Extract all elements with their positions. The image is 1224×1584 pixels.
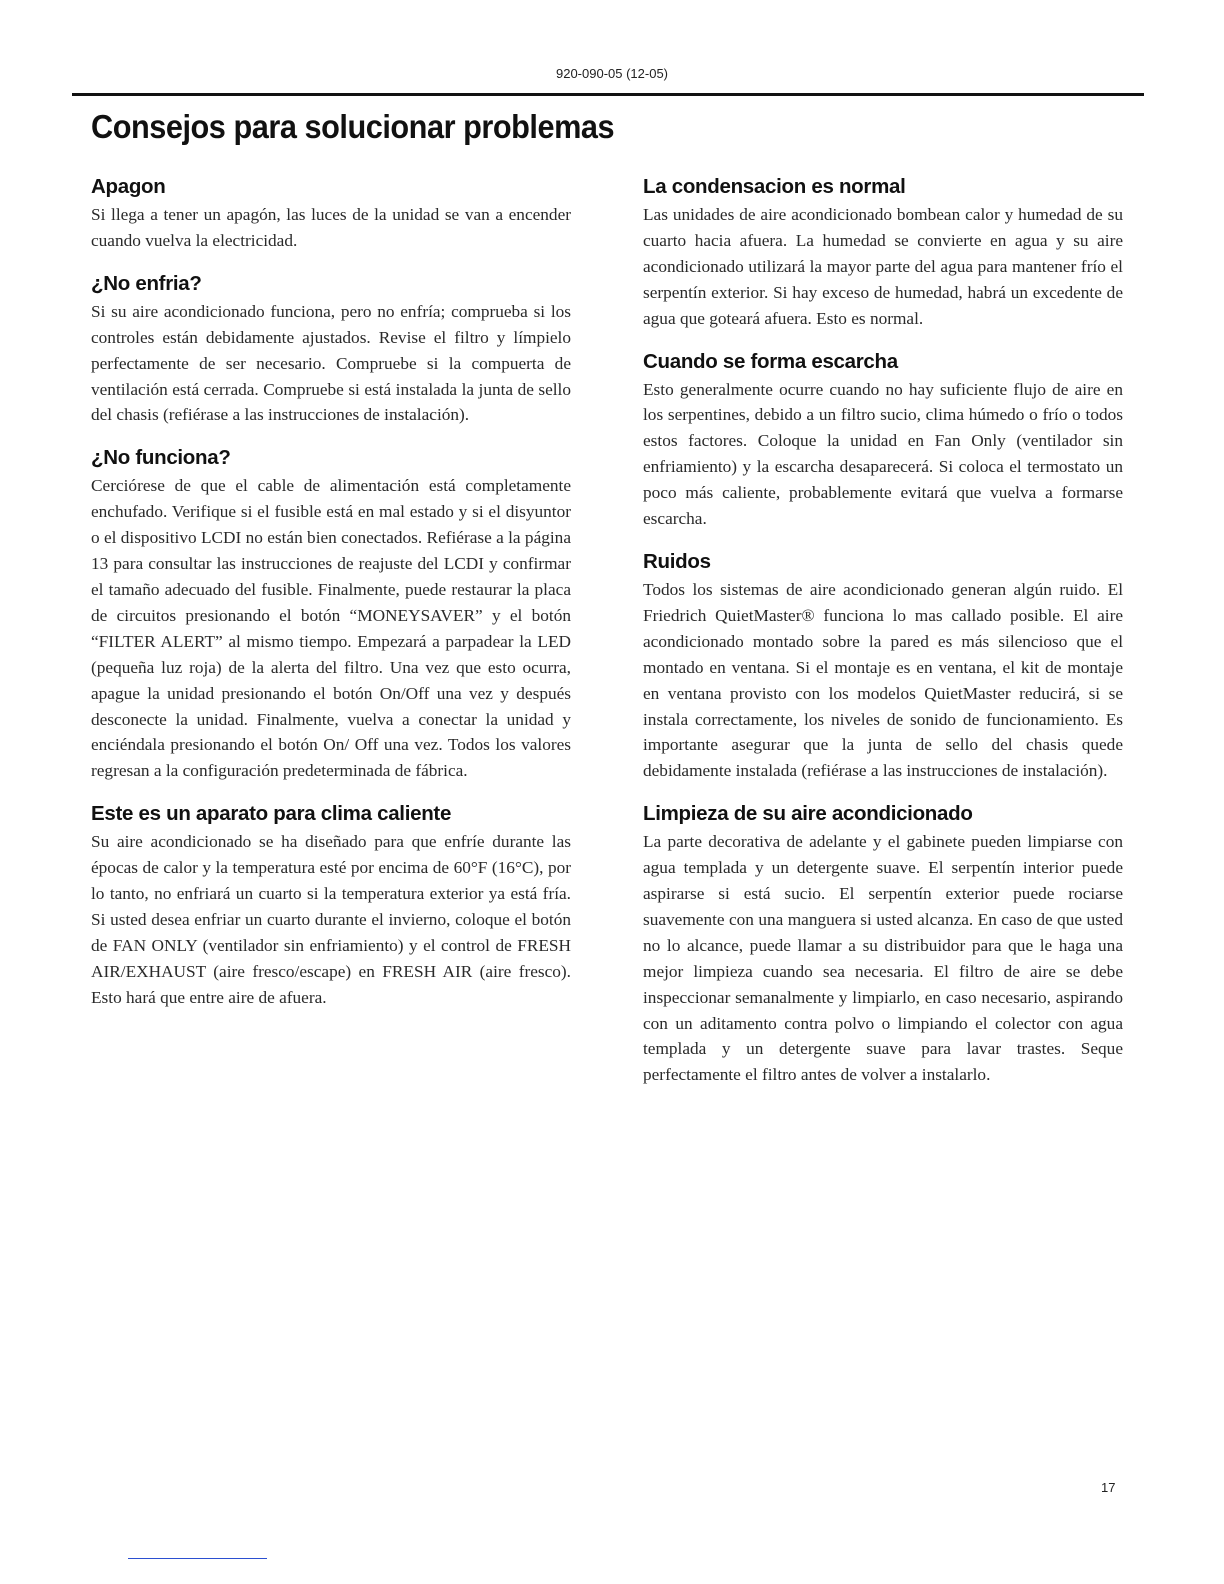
section-no-funciona — [91, 445, 571, 784]
section-heading: Limpieza de su aire acondicionado — [643, 802, 973, 826]
document-code: 920-090-05 (12-05) — [555, 66, 669, 81]
section-apagon — [91, 174, 571, 254]
page-title: Consejos para solucionar problemas — [91, 108, 615, 145]
section-heading: Ruidos — [643, 549, 711, 573]
section-limpieza — [643, 801, 1123, 1088]
section-escarcha — [643, 349, 1123, 532]
left-column — [91, 174, 571, 1011]
header-divider — [72, 93, 1144, 96]
section-body: Esto generalmente ocurre cuando no hay suficiente flujo de aire en los serpentines, debido a un filtro sucio, clima húmedo o frío o todos estos factores. Coloque la unidad en Fan Only (ventilador sin enfriamiento) y la escarcha desaparecerá. Si coloca el termostato un poco más caliente, probablemente evitará que vuelva a formarse escarcha. — [643, 379, 1123, 529]
section-body: Cerciórese de que el cable de alimentación está completamente enchufado. Verifique si el fusible está en mal estado y si el disyuntor o el dispositivo LCDI no están bien conectados. Refiérase a la página 13 para consultar las instrucciones de reajuste del LCDI y confirmar el tamaño adecuado del fusible. Finalmente, puede restaurar la placa de circuitos presionando el botón “MONEYSAVER” y el botón “FILTER ALERT” al mismo tiempo. Empezará a parpadear la LED (pequeña luz roja) de la alerta del filtro. Una vez que esto ocurra, apague la unidad presionando el botón On/Off una vez y después desconecte la unidad. Finalmente, vuelva a conectar la unidad y enciéndala presionando el botón On/ Off una vez. Todos los valores regresan a la configuración predeterminada de fábrica. — [91, 476, 571, 781]
section-body: Si su aire acondicionado funciona, pero no enfría; comprueba si los controles están debidamente ajustados. Revise el filtro y límpielo perfectamente de ser necesario. Compruebe si la compuerta de ventilación está cerrada. Compruebe si está instalada la junta de sello del chasis (refiérase a las instrucciones de instalación). — [91, 301, 571, 425]
section-heading: Cuando se forma escarcha — [643, 349, 898, 373]
page-number: 17 — [1101, 1480, 1116, 1495]
section-clima-caliente — [91, 801, 571, 1010]
section-heading: ¿No enfria? — [91, 271, 202, 295]
section-heading: ¿No funciona? — [91, 446, 231, 470]
section-body: Todos los sistemas de aire acondicionado generan algún ruido. El Friedrich QuietMaster® funciona lo mas callado posible. El aire acondicionado montado sobre la pared es más silencioso que el montado en ventana. Si el montaje es en ventana, el kit de montaje en ventana provisto con los modelos QuietMaster reducirá, si se instala correctamente, los niveles de sonido de funcionamiento. Es importante asegurar que la junta de sello del chasis quede debidamente instalada (refiérase a las instrucciones de instalación). — [643, 579, 1123, 781]
section-body: La parte decorativa de adelante y el gabinete pueden limpiarse con agua templada y un detergente suave. El serpentín interior puede aspirarse si está sucio. El serpentín exterior puede rociarse suavemente con una manguera si usted alcanza. En caso de que usted no lo alcance, puede llamar a su distribuidor para que le haga una mejor limpieza cuando sea necesaria. El filtro de aire se debe inspeccionar semanalmente y limpiarlo, en caso necesario, aspirando con un aditamento contra polvo o limpiando el colector con agua templada y un detergente suave para lavar trastes. Seque perfectamente el filtro antes de volver a instalarlo. — [643, 832, 1123, 1085]
section-body: Su aire acondicionado se ha diseñado para que enfríe durante las épocas de calor y la temperatura esté por encima de 60°F (16°C), por lo tanto, no enfriará un cuarto si la temperatura exterior ya está fría. Si usted desea enfriar un cuarto durante el invierno, coloque el botón de FAN ONLY (ventilador sin enfriamiento) y el control de FRESH AIR/EXHAUST (aire fresco/escape) en FRESH AIR (aire fresco). Esto hará que entre aire de afuera. — [91, 832, 571, 1007]
right-column — [643, 174, 1123, 1088]
section-condensacion — [643, 174, 1123, 332]
section-no-enfria — [91, 271, 571, 429]
section-ruidos — [643, 549, 1123, 784]
section-body: Las unidades de aire acondicionado bombean calor y humedad de su cuarto hacia afuera. La humedad se convierte en agua y su aire acondicionado utilizará la mayor parte del agua para mantener frío el serpentín exterior. Si hay exceso de humedad, habrá un excedente de agua que goteará afuera. Esto es normal. — [643, 205, 1123, 328]
footer-link-underline — [128, 1558, 267, 1559]
section-heading: Apagon — [91, 175, 166, 198]
section-body: Si llega a tener un apagón, las luces de la unidad se van a encender cuando vuelva la electricidad. — [91, 205, 571, 250]
section-heading: Este es un aparato para clima caliente — [91, 802, 452, 826]
section-heading: La condensacion es normal — [643, 175, 906, 198]
